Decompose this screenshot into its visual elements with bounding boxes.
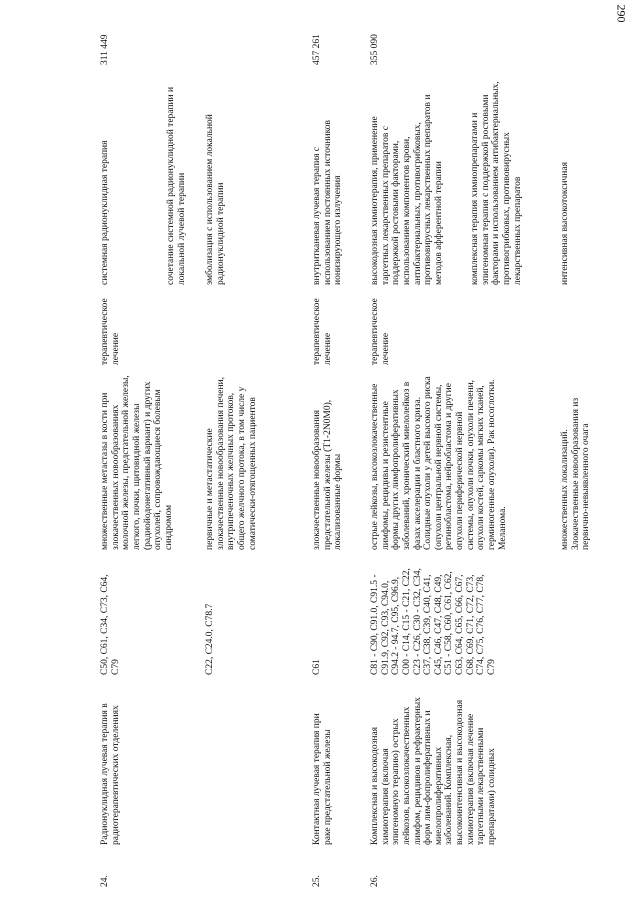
- cell-name: Комплексная и высокодозная химиотерапия (включая эпигеномную терапию) острых лейкозов, высокозлокачественных лимфом, рецидивов и рефрактерных форм лим-фопролиферативных и миелопролиферативных заболеваний. Комплексная, высокоинтенсивная и высокодозная химиотерапия (включая лечение таргетными лекарственными препаратами) солидных: [370, 697, 497, 845]
- method-item: эмболизация с использованием локальной радионуклидной терапии: [205, 114, 226, 285]
- cell-model: множественные метастазы в кости при злокачественных новообразованиях молочной железы, предстательной железы, легкого, почки, щитовидной железы (радиойодонегативный вариант) и других опухолей, сопровождающиеся болевым синдромом: [100, 375, 174, 550]
- cell-cost: 355 090: [370, 34, 380, 65]
- cell-cost: 457 261: [312, 34, 322, 65]
- cell-number: 26.: [370, 875, 380, 887]
- cell-model: первичные и метастатические злокачественные новообразования печени, внутрипеченочных желчных протоков, общего желчного протока, в том числе у соматически-отягощенных пациентов: [205, 376, 258, 550]
- cell-methods: [205, 80, 226, 285]
- cell-number: 24.: [100, 875, 110, 887]
- cell-codes: C50, C61, C34, C73, C64, C79: [100, 574, 121, 675]
- cell-model: острые лейкозы, высокозлокачественные лимфомы, рецидивы и резистентные формы других лимфопролиферативных заболеваний, хронический миелолейкоз в фазах акселерации и бластного криза. Солидные опухоли у детей высокого риска (опухоли центральной нервной системы, ретинобластома, нейробластома и другие опухоли периферической нервной системы, опухоли почки, опухоли печени, опухоли костей, саркомы мягких тканей, герминогенные опухоли). Рак носоглотки. Меланома.: [370, 376, 508, 550]
- method-item: системная радионуклидная терапия: [100, 140, 110, 285]
- method-item: комплексная терапия химиопрепаратами и эпигеномная терапия с поддержкой ростовыми факторами и использованием антибактериальных, противогрибковых, противовирусных лекарственных препаратов: [470, 81, 523, 285]
- method-item: интенсивная высокотоксичная: [560, 162, 570, 285]
- cell-cost: 311 449: [100, 34, 110, 65]
- cell-codes: C61: [312, 659, 322, 675]
- cell-kind: терапевтическое лечение: [370, 298, 391, 365]
- cell-name: Контактная лучевая терапия при раке предстательной железы: [312, 713, 333, 845]
- page-number: 290: [614, 4, 629, 23]
- cell-number: 25.: [312, 875, 322, 887]
- method-item: высокодозная химиотерапия, применение таргетных лекарственных препаратов с поддержкой ростовыми факторами, использованием компонентов крови, антибактериальных, противогрибковых, противовирусных лекарственных препаратов и методов афферентной терапии: [370, 94, 444, 285]
- cell-name: Радионуклидная лучевая терапия в радиотерапевтических отделениях: [100, 703, 121, 845]
- method-item: внутритканевая лучевая терапия с использованием постоянных источников ионизирующего излучения: [312, 120, 344, 285]
- method-item: сочетание системной радионуклидной терапии и локальной лучевой терапии: [166, 86, 187, 285]
- cell-codes: C22, C24.0, C78.7: [205, 603, 215, 675]
- cell-methods: [370, 80, 570, 285]
- cell-methods: [312, 80, 344, 285]
- cell-model: злокачественные новообразования предстательной железы (T1-2N0M0), локализованные формы: [312, 399, 344, 550]
- cell-codes: C81 - C90, C91.0, C91.5 - C91.9, C92, C93, C94.0, C94.2 - 94.7, C95, C96.9, C00 - C14, C15 - C21, C22, C23 - C26, C30 - C32, C34, C37, C38, C39, C40, C41, C45, C46, C47, C48, C49, C51 - C58, C60, C61, C62, C63, C64, C65, C66, C67, C68, C69, C71, C72, C73, C74, C75, C76, C77, C78, C79: [370, 568, 497, 675]
- cell-kind: терапевтическое лечение: [312, 298, 333, 365]
- cell-methods: [100, 80, 187, 285]
- cell-kind: терапевтическое лечение: [100, 298, 121, 365]
- cell-model: множественных локализаций. Злокачественные новообразования из первично-невыявленного очага: [560, 397, 592, 550]
